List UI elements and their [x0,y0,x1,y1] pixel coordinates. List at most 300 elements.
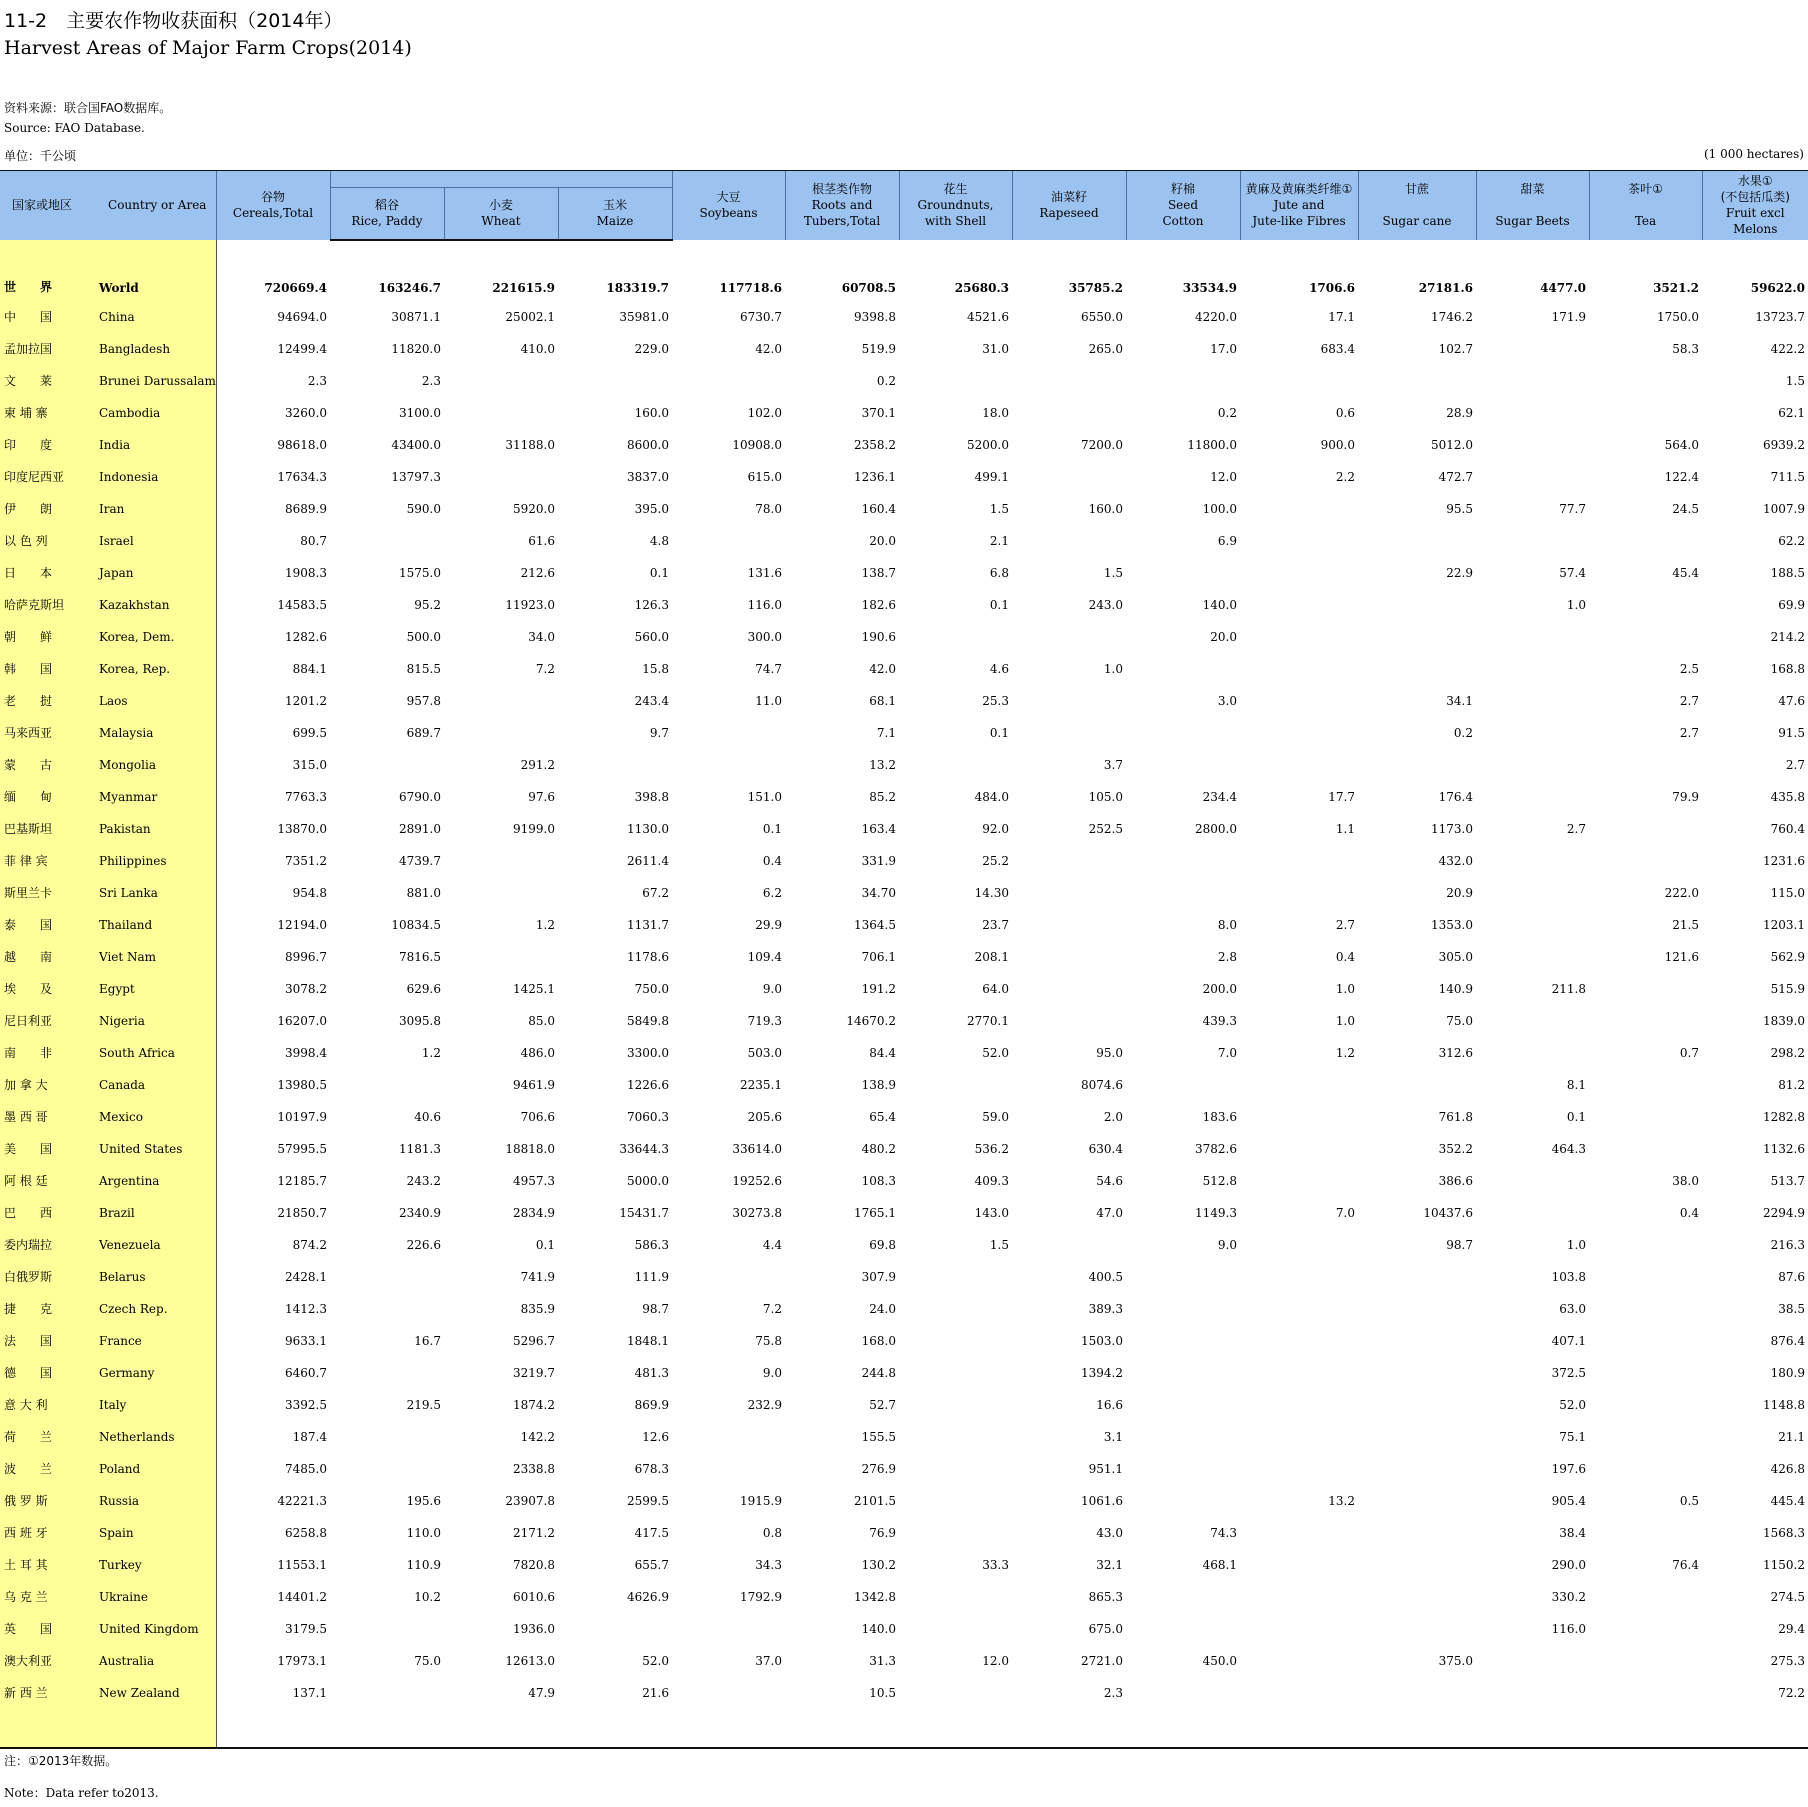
value-cell: 536.2 [974,1141,1009,1156]
value-cell: 6.8 [989,565,1009,580]
spacer-cell [1012,1709,1126,1748]
country-cn-cell: 伊 朗 [0,493,99,525]
value-cell: 1130.0 [627,821,669,836]
table-row [0,1453,1808,1485]
value-cell: 69.9 [1778,597,1805,612]
table-row [0,1357,1808,1389]
country-en-cell: Germany [99,1357,216,1389]
value-cell: 706.1 [861,949,896,964]
value-cell [1476,333,1589,365]
table-row [0,749,1808,781]
value-cell: 155.5 [861,1429,896,1444]
value-cell: 12194.0 [277,917,327,932]
value-cell [1012,397,1126,429]
value-cell: 138.9 [861,1077,896,1092]
value-cell: 815.5 [406,661,441,676]
value-cell: 13.2 [869,757,896,772]
country-cn-cell: 白俄罗斯 [0,1261,99,1293]
value-cell [1358,1357,1476,1389]
value-cell: 4220.0 [1195,309,1237,324]
value-cell: 305.0 [1438,949,1473,964]
country-cn-cell: 土 耳 其 [0,1549,99,1581]
value-cell: 0.2 [876,373,896,388]
value-cell: 13980.5 [277,1077,327,1092]
country-en-cell: Laos [99,685,216,717]
value-cell [1126,557,1240,589]
value-cell: 85.0 [528,1013,555,1028]
spacer-cell [1476,1709,1589,1748]
country-en-cell: Myanmar [99,781,216,813]
country-cn-cell: 波 兰 [0,1453,99,1485]
value-cell: 1364.5 [854,917,896,932]
value-cell: 95.0 [1096,1045,1123,1060]
value-cell: 140.9 [1438,981,1473,996]
value-cell: 1132.6 [1763,1141,1805,1156]
country-en-cell: Kazakhstan [99,589,216,621]
value-cell [672,1677,785,1709]
value-cell: 31.3 [869,1653,896,1668]
table-row [0,1069,1808,1101]
value-cell: 2770.1 [967,1013,1009,1028]
value-cell: 17634.3 [277,469,327,484]
value-cell [1589,397,1702,429]
value-cell [1476,1165,1589,1197]
country-cn-cell: 俄 罗 斯 [0,1485,99,1517]
value-cell: 513.7 [1770,1173,1805,1188]
country-cn-cell: 巴 西 [0,1197,99,1229]
value-cell: 95.5 [1446,501,1473,516]
value-cell [1126,1389,1240,1421]
value-cell [1240,1453,1358,1485]
country-en-cell: Czech Rep. [99,1293,216,1325]
value-cell [899,621,1012,653]
header-tea: 茶叶① Tea [1589,171,1702,240]
value-cell: 6460.7 [285,1365,327,1380]
country-cn-cell: 哈萨克斯坦 [0,589,99,621]
country-cn-cell: 缅 甸 [0,781,99,813]
value-cell: 9398.8 [854,309,896,324]
value-cell: 65.4 [869,1109,896,1124]
value-cell: 3260.0 [285,405,327,420]
value-cell: 1568.3 [1763,1525,1805,1540]
value-cell: 2101.5 [854,1493,896,1508]
value-cell: 1706.6 [1309,280,1355,295]
value-cell: 2235.1 [740,1077,782,1092]
value-cell: 398.8 [634,789,669,804]
value-cell: 10437.6 [1423,1205,1473,1220]
value-cell: 12185.7 [277,1173,327,1188]
table-row [0,365,1808,397]
value-cell: 85.2 [869,789,896,804]
value-cell [1476,1677,1589,1709]
country-en-cell: Italy [99,1389,216,1421]
value-cell [1589,813,1702,845]
country-en-cell: Netherlands [99,1421,216,1453]
value-cell: 2338.8 [513,1461,555,1476]
value-cell: 91.5 [1778,725,1805,740]
value-cell [1240,1677,1358,1709]
header-jute: 黄麻及黄麻类纤维① Jute and Jute-like Fibres [1240,171,1358,240]
value-cell: 7.0 [1335,1205,1355,1220]
value-cell: 265.0 [1088,341,1123,356]
value-cell: 92.0 [982,821,1009,836]
value-cell: 10.2 [414,1589,441,1604]
value-cell [1476,877,1589,909]
value-cell: 3078.2 [285,981,327,996]
value-cell [1240,1549,1358,1581]
value-cell: 8996.7 [285,949,327,964]
value-cell: 62.1 [1778,405,1805,420]
value-cell [1589,1453,1702,1485]
value-cell: 30273.8 [732,1205,782,1220]
table-row [0,1293,1808,1325]
value-cell: 94694.0 [277,309,327,324]
value-cell: 11820.0 [391,341,441,356]
country-cn-cell: 西 班 牙 [0,1517,99,1549]
value-cell: 881.0 [406,885,441,900]
value-cell: 1.0 [1566,1237,1586,1252]
value-cell: 0.2 [1217,405,1237,420]
value-cell [1358,1421,1476,1453]
country-en-cell: Canada [99,1069,216,1101]
value-cell [1476,1645,1589,1677]
value-cell: 678.3 [634,1461,669,1476]
value-cell: 389.3 [1088,1301,1123,1316]
value-cell: 72.2 [1778,1685,1805,1700]
table-row [0,1325,1808,1357]
value-cell [558,749,672,781]
value-cell: 0.1 [649,565,669,580]
country-cn-cell: 澳大利亚 [0,1645,99,1677]
value-cell: 22.9 [1446,565,1473,580]
value-cell [1240,1389,1358,1421]
value-cell: 515.9 [1770,981,1805,996]
value-cell: 706.6 [520,1109,555,1124]
value-cell: 2891.0 [399,821,441,836]
value-cell [1589,1005,1702,1037]
value-cell [330,1069,444,1101]
value-cell: 16207.0 [277,1013,327,1028]
value-cell [1476,749,1589,781]
value-cell: 77.7 [1559,501,1586,516]
value-cell: 34.1 [1446,693,1473,708]
header-maize: 玉米 Maize [558,188,672,240]
value-cell [1358,1613,1476,1645]
value-cell [1126,1357,1240,1389]
value-cell: 276.9 [861,1461,896,1476]
value-cell: 951.1 [1088,1461,1123,1476]
value-cell: 2.7 [1335,917,1355,932]
value-cell [444,877,558,909]
value-cell [1012,1005,1126,1037]
country-cn-cell: 印度尼西亚 [0,461,99,493]
value-cell: 24.0 [869,1301,896,1316]
country-en-cell: Malaysia [99,717,216,749]
country-en-cell: World [99,240,216,301]
country-en-cell: Belarus [99,1261,216,1293]
value-cell: 2721.0 [1081,1653,1123,1668]
value-cell [444,717,558,749]
value-cell: 300.0 [747,629,782,644]
value-cell: 1.5 [1785,373,1805,388]
country-en-cell: Spain [99,1517,216,1549]
country-cn-cell: 德 国 [0,1357,99,1389]
value-cell: 13723.7 [1755,309,1805,324]
value-cell [1589,1613,1702,1645]
value-cell: 45.4 [1672,565,1699,580]
country-en-cell: Poland [99,1453,216,1485]
value-cell [1240,845,1358,877]
value-cell: 2800.0 [1195,821,1237,836]
header-cotton: 籽棉 Seed Cotton [1126,171,1240,240]
value-cell: 103.8 [1551,1269,1586,1284]
value-cell [1126,1069,1240,1101]
value-cell: 9.0 [762,1365,782,1380]
value-cell: 13870.0 [277,821,327,836]
value-cell: 370.1 [861,405,896,420]
value-cell: 472.7 [1438,469,1473,484]
value-cell [1240,749,1358,781]
value-cell [1012,525,1126,557]
value-cell [1240,621,1358,653]
value-cell: 1746.2 [1431,309,1473,324]
value-cell: 760.4 [1770,821,1805,836]
value-cell: 0.8 [762,1525,782,1540]
value-cell: 1936.0 [513,1621,555,1636]
value-cell: 57995.5 [277,1141,327,1156]
value-cell [1012,717,1126,749]
value-cell: 9.7 [649,725,669,740]
value-cell: 3.1 [1103,1429,1123,1444]
world-row [0,240,1808,301]
value-cell: 689.7 [406,725,441,740]
value-cell: 8074.6 [1081,1077,1123,1092]
value-cell: 163246.7 [378,280,441,295]
value-cell: 865.3 [1088,1589,1123,1604]
value-cell: 410.0 [520,341,555,356]
value-cell [1358,525,1476,557]
value-cell: 3837.0 [627,469,669,484]
country-cn-cell: 菲 律 宾 [0,845,99,877]
table-row [0,909,1808,941]
value-cell: 1503.0 [1081,1333,1123,1348]
value-cell: 957.8 [406,693,441,708]
value-cell [1476,781,1589,813]
value-cell: 19252.6 [732,1173,782,1188]
country-cn-cell: 乌 克 兰 [0,1581,99,1613]
value-cell: 2.3 [421,373,441,388]
value-cell: 252.5 [1088,821,1123,836]
value-cell: 9.0 [1217,1237,1237,1252]
country-en-cell: United States [99,1133,216,1165]
value-cell: 1236.1 [854,469,896,484]
value-cell: 38.4 [1559,1525,1586,1540]
value-cell: 8600.0 [627,437,669,452]
value-cell [1126,365,1240,397]
country-cn-cell: 捷 克 [0,1293,99,1325]
value-cell [1358,1261,1476,1293]
value-cell: 234.4 [1202,789,1237,804]
value-cell: 0.2 [1453,725,1473,740]
value-cell: 290.0 [1551,1557,1586,1572]
value-cell: 422.2 [1770,341,1805,356]
country-en-cell: Bangladesh [99,333,216,365]
value-cell [330,1453,444,1485]
country-en-cell: Philippines [99,845,216,877]
value-cell: 1.2 [535,917,555,932]
value-cell: 0.4 [1335,949,1355,964]
value-cell: 168.0 [861,1333,896,1348]
value-cell: 3300.0 [627,1045,669,1060]
value-cell: 180.9 [1770,1365,1805,1380]
value-cell: 102.7 [1438,341,1473,356]
value-cell [899,1613,1012,1645]
table-row [0,1133,1808,1165]
value-cell: 47.0 [1096,1205,1123,1220]
value-cell: 59.0 [982,1109,1009,1124]
value-cell: 954.8 [292,885,327,900]
value-cell: 110.0 [406,1525,441,1540]
spacer-cell [672,1709,785,1748]
value-cell: 2.7 [1679,725,1699,740]
country-en-cell: Ukraine [99,1581,216,1613]
value-cell: 6790.0 [399,789,441,804]
country-cn-cell: 孟加拉国 [0,333,99,365]
value-cell: 2.7 [1566,821,1586,836]
value-cell: 2340.9 [399,1205,441,1220]
value-cell: 131.6 [747,565,782,580]
value-cell [1358,1677,1476,1709]
value-cell [899,1677,1012,1709]
spacer-cell [1126,1709,1240,1748]
country-en-cell: China [99,301,216,333]
value-cell: 84.4 [869,1045,896,1060]
value-cell [899,749,1012,781]
value-cell [1358,653,1476,685]
value-cell: 352.2 [1438,1141,1473,1156]
value-cell: 232.9 [747,1397,782,1412]
value-cell: 2.2 [1335,469,1355,484]
value-cell: 315.0 [292,757,327,772]
table-row [0,973,1808,1005]
value-cell: 675.0 [1088,1621,1123,1636]
value-cell: 5012.0 [1431,437,1473,452]
value-cell [1589,1229,1702,1261]
value-cell [1476,621,1589,653]
value-cell: 23.7 [982,917,1009,932]
spacer-cell [1589,1709,1702,1748]
value-cell [1589,1677,1702,1709]
value-cell: 4.6 [989,661,1009,676]
country-en-cell: Thailand [99,909,216,941]
value-cell: 52.0 [642,1653,669,1668]
value-cell: 142.2 [520,1429,555,1444]
value-cell: 298.2 [1770,1045,1805,1060]
value-cell: 63.0 [1559,1301,1586,1316]
value-cell: 750.0 [634,981,669,996]
value-cell [1126,1261,1240,1293]
table-row [0,941,1808,973]
value-cell: 500.0 [406,629,441,644]
value-cell: 38.5 [1778,1301,1805,1316]
table-row [0,1645,1808,1677]
value-cell [1012,877,1126,909]
value-cell [1476,461,1589,493]
value-cell [1589,525,1702,557]
value-cell: 439.3 [1202,1013,1237,1028]
value-cell [1476,1005,1589,1037]
value-cell: 76.9 [869,1525,896,1540]
value-cell: 560.0 [634,629,669,644]
value-cell: 375.0 [1438,1653,1473,1668]
value-cell: 216.3 [1770,1237,1805,1252]
value-cell: 25.3 [982,693,1009,708]
value-cell [1012,1229,1126,1261]
value-cell: 1.2 [1335,1045,1355,1060]
value-cell: 11800.0 [1187,437,1237,452]
value-cell: 331.9 [861,853,896,868]
table-row [0,813,1808,845]
value-cell: 3095.8 [399,1013,441,1028]
value-cell: 1226.6 [627,1077,669,1092]
value-cell: 435.8 [1770,789,1805,804]
value-cell: 1173.0 [1431,821,1473,836]
value-cell: 2.5 [1679,661,1699,676]
value-cell [444,461,558,493]
value-cell [1589,1645,1702,1677]
country-cn-cell: 世 界 [0,240,99,301]
value-cell [1589,621,1702,653]
value-cell: 3998.4 [285,1045,327,1060]
value-cell [1126,1677,1240,1709]
value-cell: 629.6 [406,981,441,996]
value-cell: 18.0 [982,405,1009,420]
country-en-cell: South Africa [99,1037,216,1069]
value-cell: 78.0 [755,501,782,516]
value-cell: 480.2 [861,1141,896,1156]
value-cell: 14.30 [974,885,1009,900]
value-cell [330,1677,444,1709]
value-cell: 9461.9 [513,1077,555,1092]
value-cell: 160.0 [634,405,669,420]
table-row [0,1037,1808,1069]
value-cell: 1148.8 [1763,1397,1805,1412]
country-cn-cell: 埃 及 [0,973,99,1005]
value-cell: 34.3 [755,1557,782,1572]
value-cell: 330.2 [1551,1589,1586,1604]
value-cell: 76.4 [1672,1557,1699,1572]
table-row [0,781,1808,813]
value-cell [672,717,785,749]
value-cell [1358,1517,1476,1549]
value-cell: 2611.4 [627,853,669,868]
value-cell: 160.0 [1088,501,1123,516]
value-cell: 3179.5 [285,1621,327,1636]
value-cell: 116.0 [1551,1621,1586,1636]
value-cell: 3.0 [1217,693,1237,708]
value-cell: 52.7 [869,1397,896,1412]
value-cell: 0.7 [1679,1045,1699,1060]
value-cell: 121.6 [1664,949,1699,964]
value-cell [1589,1357,1702,1389]
country-cn-cell: 中 国 [0,301,99,333]
country-cn-cell: 法 国 [0,1325,99,1357]
table-row [0,1421,1808,1453]
table-row [0,685,1808,717]
value-cell [330,749,444,781]
value-cell: 226.6 [406,1237,441,1252]
value-cell [1240,1357,1358,1389]
